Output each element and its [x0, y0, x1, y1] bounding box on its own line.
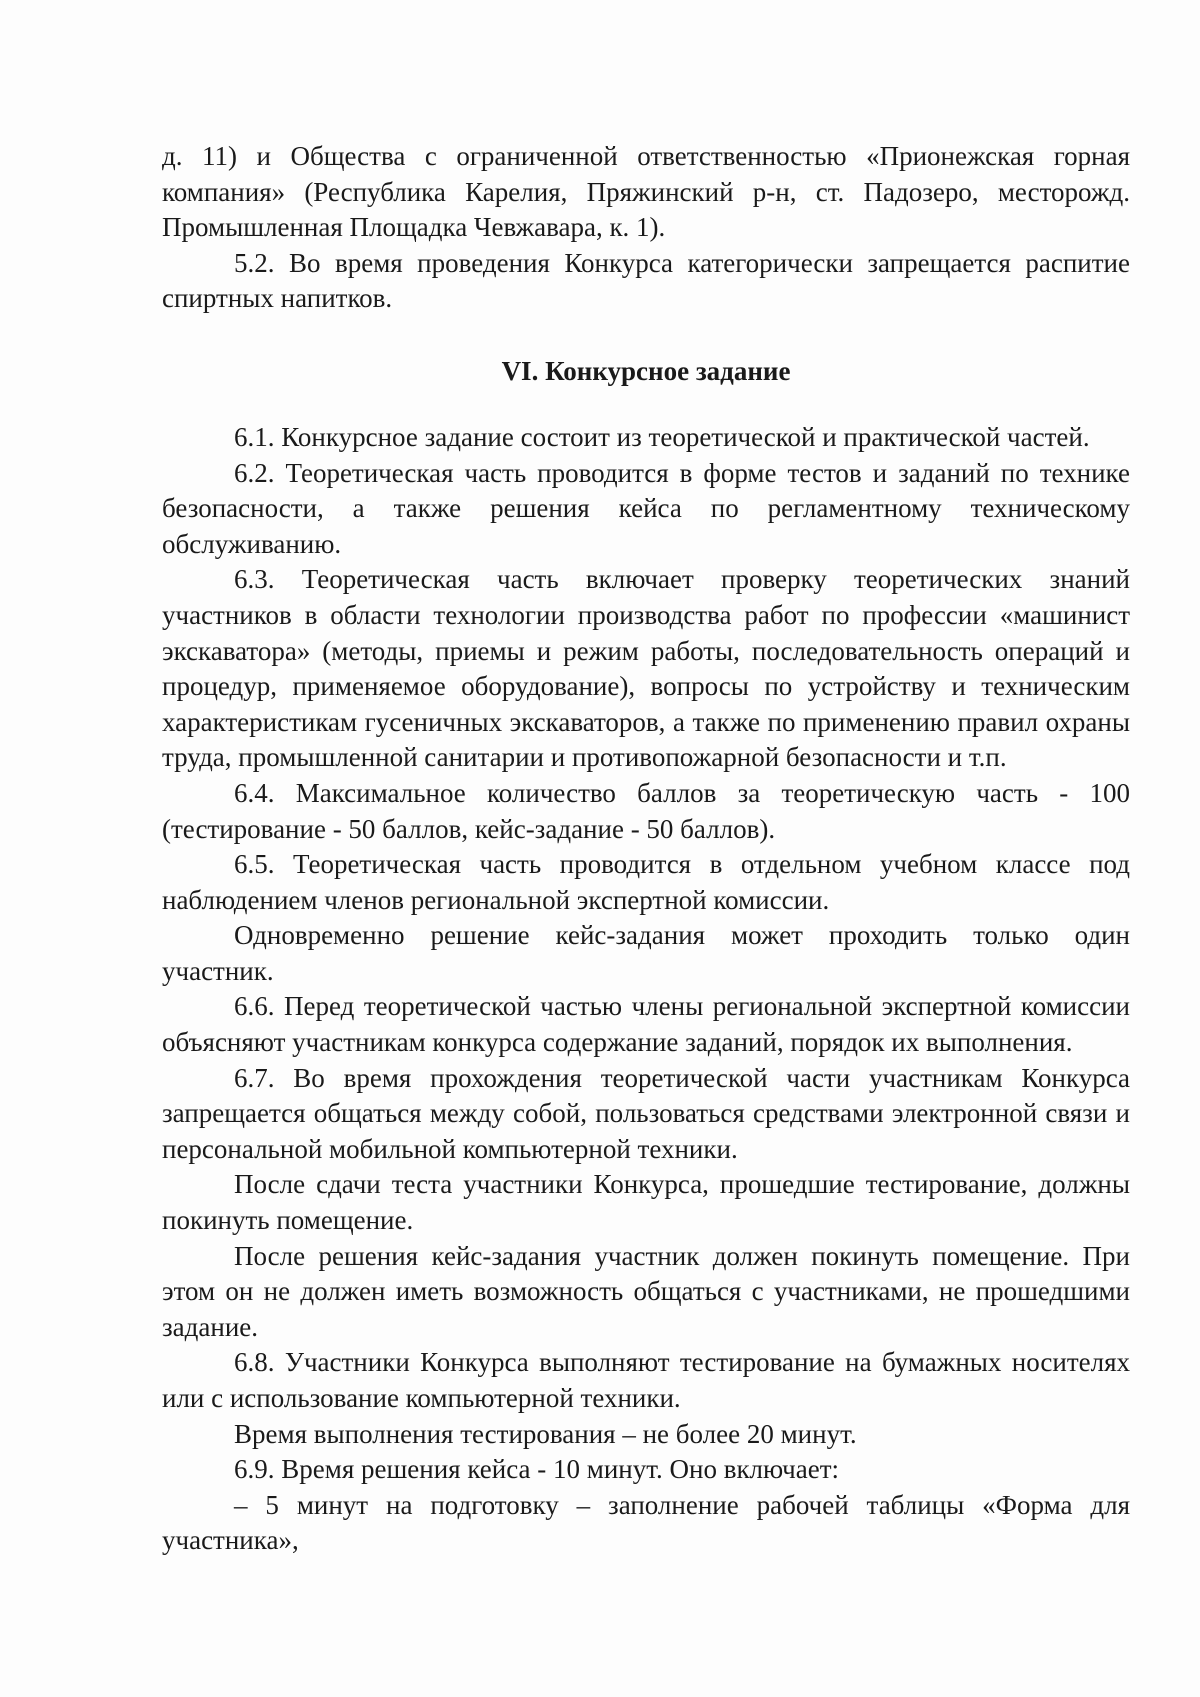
paragraph-5-2: 5.2. Во время проведения Конкурса категорически запрещается распитие спиртных напитков.	[162, 247, 1130, 314]
paragraph-6-4: 6.4. Максимальное количество баллов за теоретическую часть - 100 (тестирование - 50 баллов, кейс-задание - 50 баллов).	[162, 777, 1130, 844]
paragraph-6-6: 6.6. Перед теоретической частью члены региональной экспертной комиссии объясняют участникам конкурса содержание заданий, порядок их выполнения.	[162, 991, 1130, 1058]
section-heading: VI. Конкурсное задание	[501, 355, 791, 386]
paragraph-6-8-note: Время выполнения тестирования – не более 20 минут.	[234, 1418, 857, 1449]
paragraph-6-7: 6.7. Во время прохождения теоретической части участникам Конкурса запрещается общаться между собой, пользоваться средствами электронной связи и персональной мобильной компьютерной техники.	[162, 1062, 1130, 1164]
paragraph-6-5-note: Одновременно решение кейс-задания может проходить только один участник.	[162, 920, 1130, 986]
opening-paragraph: д. 11) и Общества с ограниченной ответственностью «Прионежская горная компания» (Республика Карелия, Пряжинский р-н, ст. Падозеро, месторожд. Промышленная Площадка Чевжавара, к. 1).	[162, 141, 1130, 243]
paragraph-6-7-note-2: После решения кейс-задания участник должен покинуть помещение. При этом он не должен иметь возможность общаться с участниками, не прошедшими задание.	[162, 1240, 1130, 1342]
paragraph-6-9-item-1: – 5 минут на подготовку – заполнение рабочей таблицы «Форма для участника»,	[162, 1489, 1130, 1556]
paragraph-6-2: 6.2. Теоретическая часть проводится в форме тестов и заданий по технике безопасности, а также решения кейса по регламентному техническому обслуживанию.	[162, 457, 1130, 559]
paragraph-6-9: 6.9. Время решения кейса - 10 минут. Оно включает:	[234, 1454, 840, 1485]
document-body	[162, 139, 1130, 1559]
paragraph-6-5: 6.5. Теоретическая часть проводится в отдельном учебном классе под наблюдением членов региональной экспертной комиссии.	[162, 849, 1130, 915]
paragraph-6-1: 6.1. Конкурсное задание состоит из теоретической и практической частей.	[234, 421, 1090, 452]
paragraph-6-3: 6.3. Теоретическая часть включает проверку теоретических знаний участников в области технологии производства работ по профессии «машинист экскаватора» (методы, приемы и режим работы, последовательность операций и процедур, применяемое оборудование), вопросы по устройству и техническим характеристикам гусеничных экскаваторов, а также по применению правил охраны труда, промышленной санитарии и противопожарной безопасности и т.п.	[162, 564, 1130, 773]
paragraph-6-8: 6.8. Участники Конкурса выполняют тестирование на бумажных носителях или с использование компьютерной техники.	[162, 1347, 1130, 1413]
paragraph-6-7-note-1: После сдачи теста участники Конкурса, прошедшие тестирование, должны покинуть помещение.	[162, 1169, 1130, 1236]
